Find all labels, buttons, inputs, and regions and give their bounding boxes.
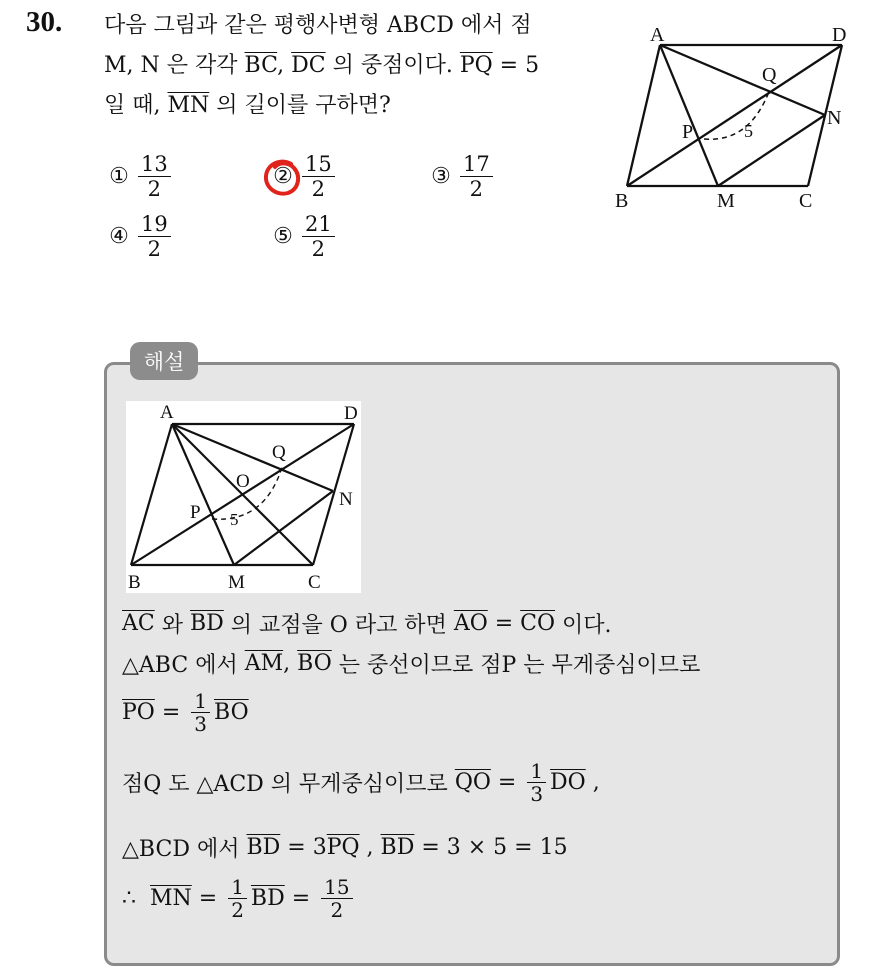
- solution-line-5: △BCD 에서 $\overline{BD}$ = 3 $\overline{PQ}$ , $\overline{BD}$ = 3 × 5 = 15: [122, 835, 568, 862]
- segment-bd: [627, 45, 842, 186]
- solution-line-1: $\overline{AC}$ 와 $\overline{BD}$ 의 교점을 O 라고 하면 $\overline{AO}$ = $\overline{CO}$ 이다.: [122, 611, 612, 638]
- choice-fraction: $\frac{21}{2}$: [302, 212, 335, 261]
- choice-fraction: $\frac{17}{2}$: [460, 152, 493, 201]
- svg-text:C: C: [308, 572, 321, 593]
- choice-2[interactable]: [268, 152, 339, 201]
- solution-line-4: 점Q 도 △ACD 의 무게중심이므로 $\overline{QO}$ = $\frac{1}{3}$ $\overline{DO}$ ,: [122, 759, 600, 806]
- solution-tag: 해설: [130, 342, 198, 380]
- svg-text:P: P: [190, 502, 201, 523]
- svg-text:C: C: [799, 190, 813, 212]
- svg-text:N: N: [339, 489, 353, 510]
- choice-number: ①: [109, 164, 129, 189]
- svg-text:5: 5: [230, 510, 239, 529]
- answer-mark-circle: [261, 156, 305, 200]
- parallelogram-figure: [600, 15, 860, 215]
- svg-text:M: M: [717, 190, 735, 212]
- question-line-1: 다음 그림과 같은 평행사변형 ABCD 에서 점: [104, 13, 532, 38]
- svg-text:Q: Q: [762, 64, 777, 86]
- svg-text:D: D: [344, 403, 358, 424]
- svg-text:M: M: [228, 572, 245, 593]
- solution-figure: [126, 401, 361, 593]
- svg-text:D: D: [832, 24, 847, 46]
- choice-number: ③: [431, 164, 451, 189]
- choice-4[interactable]: [104, 212, 175, 261]
- choice-number: ②: [268, 164, 298, 189]
- choice-fraction: $\frac{15}{2}$: [302, 152, 335, 201]
- solution-line-6: ∴ $\overline{MN}$ = $\frac{1}{2}$ $\overline{BD}$ = $\frac{15}{2}$: [122, 876, 357, 921]
- svg-text:B: B: [128, 572, 141, 593]
- segment-ab: [627, 45, 660, 186]
- svg-text:Q: Q: [272, 442, 286, 463]
- question-line-2: M, N 은 각각 $\overline{BC}$, $\overline{DC}$ 의 중점이다. $\overline{PQ} = 5$: [104, 53, 540, 78]
- svg-text:A: A: [160, 402, 174, 423]
- choice-5[interactable]: [268, 212, 339, 261]
- choice-number: ⑤: [273, 224, 293, 249]
- svg-text:A: A: [650, 24, 665, 46]
- choice-fraction: $\frac{13}{2}$: [138, 152, 171, 201]
- question-line-3: 일 때, $\overline{MN}$ 의 길이를 구하면?: [104, 93, 391, 118]
- question-number: 30.: [26, 6, 63, 38]
- svg-text:P: P: [682, 121, 694, 143]
- segment-mn: [718, 115, 825, 186]
- choice-1[interactable]: [104, 152, 175, 201]
- choice-number: ④: [109, 224, 129, 249]
- svg-text:N: N: [827, 107, 842, 129]
- svg-text:O: O: [236, 471, 250, 492]
- solution-line-2: △ABC 에서 $\overline{AM}$ , $\overline{BO}$ 는 중선이므로 점P 는 무게중심이므로: [122, 651, 701, 678]
- choice-fraction: $\frac{19}{2}$: [138, 212, 171, 261]
- choice-3[interactable]: [426, 152, 497, 201]
- svg-text:B: B: [615, 190, 629, 212]
- svg-text:5: 5: [744, 121, 753, 141]
- solution-line-3: $\overline{PO}$ = $\frac{1}{3}$ $\overline{BO}$: [122, 689, 249, 736]
